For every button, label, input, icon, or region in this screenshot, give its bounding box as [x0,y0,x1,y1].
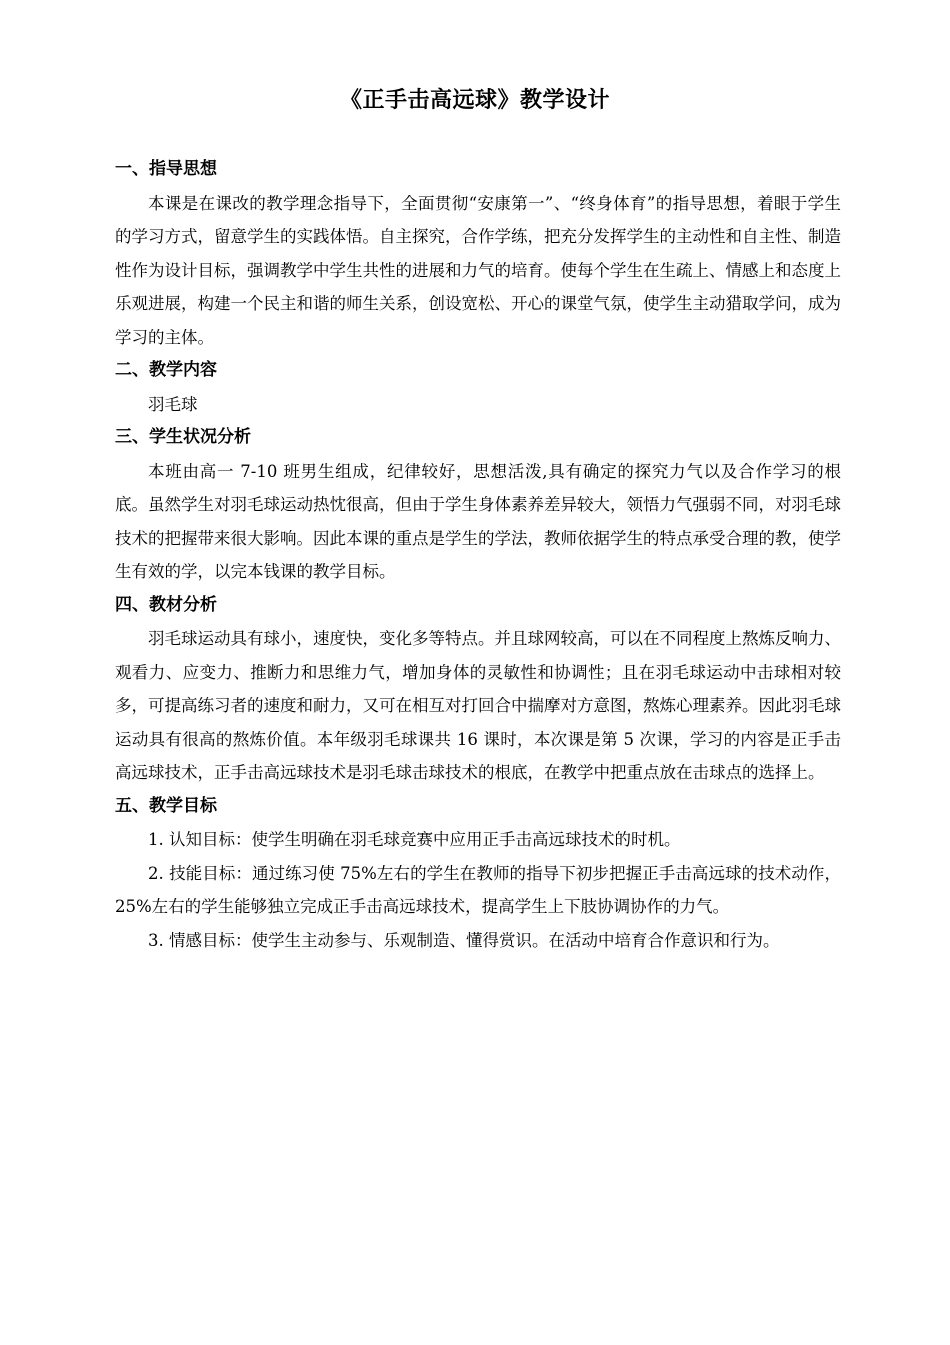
paragraph-guiding-ideology: 本课是在课改的教学理念指导下，全面贯彻“安康第一”、“终身体育”的指导思想，着眼于学生的学习方式，留意学生的实践体悟。自主探究，合作学练，把充分发挥学生的主动性和自主性、制造性作为设计目标，强调教学中学生共性的进展和力气的培育。使每个学生在生疏上、情感上和态度上乐观进展，构建一个民主和谐的师生关系，创设宽松、开心的课堂气氛，使学生主动猎取学问，成为学习的主体。 [115,193,841,347]
section-heading-material-analysis: 四、教材分析 [115,594,217,615]
document-title: 《正手击高远球》教学设计 [339,88,610,113]
section-heading-guiding-ideology: 一、指导思想 [115,159,217,179]
paragraph-goal-emotional: 3. 情感目标：使学生主动参与、乐观制造、懂得赏识。在活动中培育合作意识和行为。 [148,930,780,950]
section-heading-teaching-content: 二、教学内容 [115,360,217,380]
paragraph-material-analysis: 羽毛球运动具有球小，速度快，变化多等特点。并且球网较高，可以在不同程度上熬炼反响力、观看力、应变力、推断力和思维力气，增加身体的灵敏性和协调性；且在羽毛球运动中击球相对较多，可提高练习者的速度和耐力，又可在相互对打回合中揣摩对方意图，熬炼心理素养。因此羽毛球运动具有很高的熬炼价值。本年级羽毛球课共 16 课时，本次课是第 5 次课，学习的内容是正手击高远球技术，正手击高远球技术是羽毛球击球技术的根底，在教学中把重点放在击球点的选择上。 [115,629,841,782]
paragraph-student-analysis: 本班由高一 7-10 班男生组成，纪律较好，思想活泼,具有确定的探究力气以及合作学习的根底。虽然学生对羽毛球运动热忱很高，但由于学生身体素养差异较大，领悟力气强弱不同，对羽毛球技术的把握带来很大影响。因此本课的重点是学生的学法，教师依据学生的特点承受合理的教，使学生有效的学，以完本钱课的教学目标。 [115,461,841,581]
paragraph-teaching-content: 羽毛球 [148,394,198,414]
document-body [115,153,841,957]
paragraph-goal-skill: 2. 技能目标：通过练习使 75%左右的学生在教师的指导下初步把握正手击高远球的技术动作，25%左右的学生能够独立完成正手击高远球技术，提高学生上下肢协调协作的力气。 [115,863,841,916]
section-heading-teaching-goals: 五、教学目标 [115,795,217,816]
paragraph-goal-cognitive: 1. 认知目标：使学生明确在羽毛球竞赛中应用正手击高远球技术的时机。 [148,830,681,849]
section-heading-student-analysis: 三、学生状况分析 [115,427,251,447]
